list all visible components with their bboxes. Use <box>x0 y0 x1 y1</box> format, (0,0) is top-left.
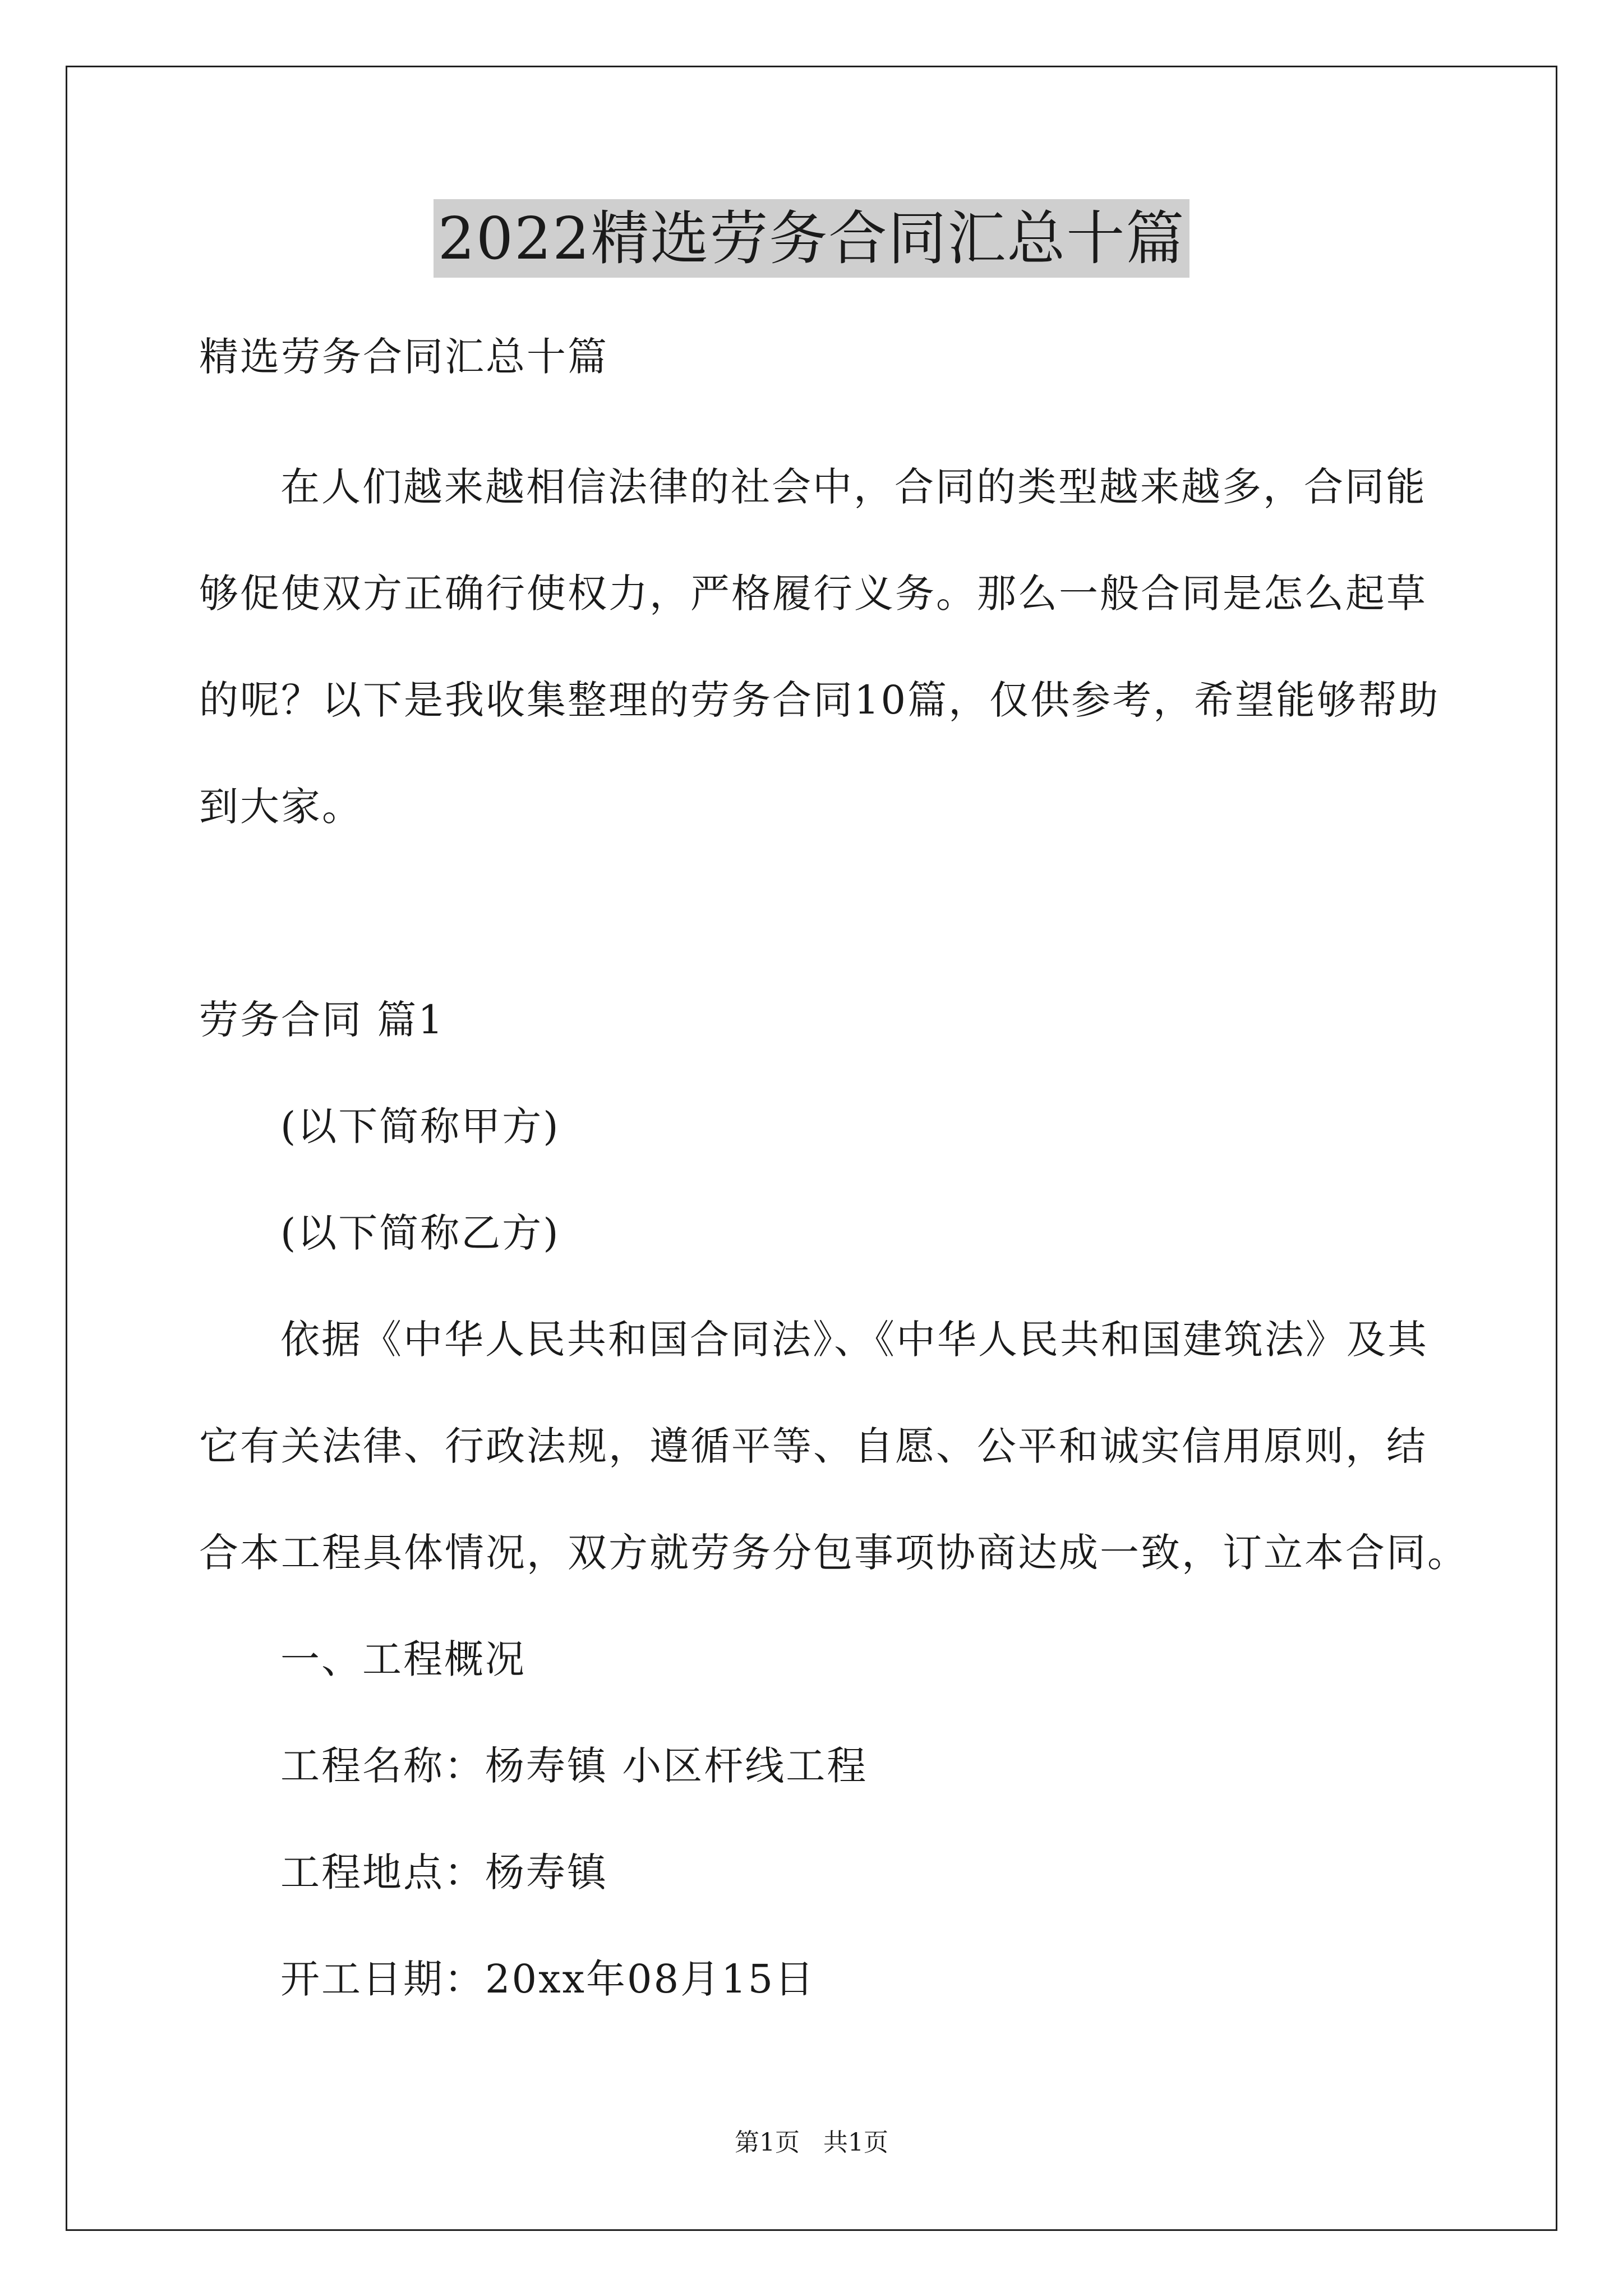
basis-line-2: 它有关法律、行政法规，遵循平等、自愿、公平和诚实信用原则，结 <box>199 1423 1427 1469</box>
intro-line-4: 到大家。 <box>199 784 363 830</box>
intro-line-2: 够促使双方正确行使权力，严格履行义务。那么一般合同是怎么起草 <box>199 570 1427 616</box>
project-name-line: 工程名称：杨寿镇 小区杆线工程 <box>280 1743 868 1789</box>
party-a-line: (以下简称甲方) <box>280 1103 560 1149</box>
party-b-line: (以下简称乙方) <box>280 1210 560 1256</box>
intro-line-3: 的呢？以下是我收集整理的劳务合同10篇，仅供参考，希望能够帮助 <box>199 677 1440 723</box>
page-current: 第1页 <box>735 2128 800 2157</box>
project-location-line: 工程地点：杨寿镇 <box>280 1849 608 1895</box>
document-subtitle: 精选劳务合同汇总十篇 <box>199 334 608 380</box>
page-footer <box>0 2126 1623 2160</box>
document-title-text: 2022精选劳务合同汇总十篇 <box>434 199 1190 278</box>
section-heading: 劳务合同 篇1 <box>199 997 445 1043</box>
intro-line-1: 在人们越来越相信法律的社会中，合同的类型越来越多，合同能 <box>280 464 1427 510</box>
basis-line-1: 依据《中华人民共和国合同法》、《中华人民共和国建筑法》及其 <box>280 1317 1428 1363</box>
start-date-line: 开工日期：20xx年08月15日 <box>280 1956 816 2002</box>
document-title <box>0 199 1623 278</box>
page-total: 共1页 <box>823 2128 888 2157</box>
clause-1-title: 一、工程概况 <box>280 1636 526 1682</box>
basis-line-3: 合本工程具体情况，双方就劳务分包事项协商达成一致，订立本合同。 <box>199 1530 1468 1576</box>
